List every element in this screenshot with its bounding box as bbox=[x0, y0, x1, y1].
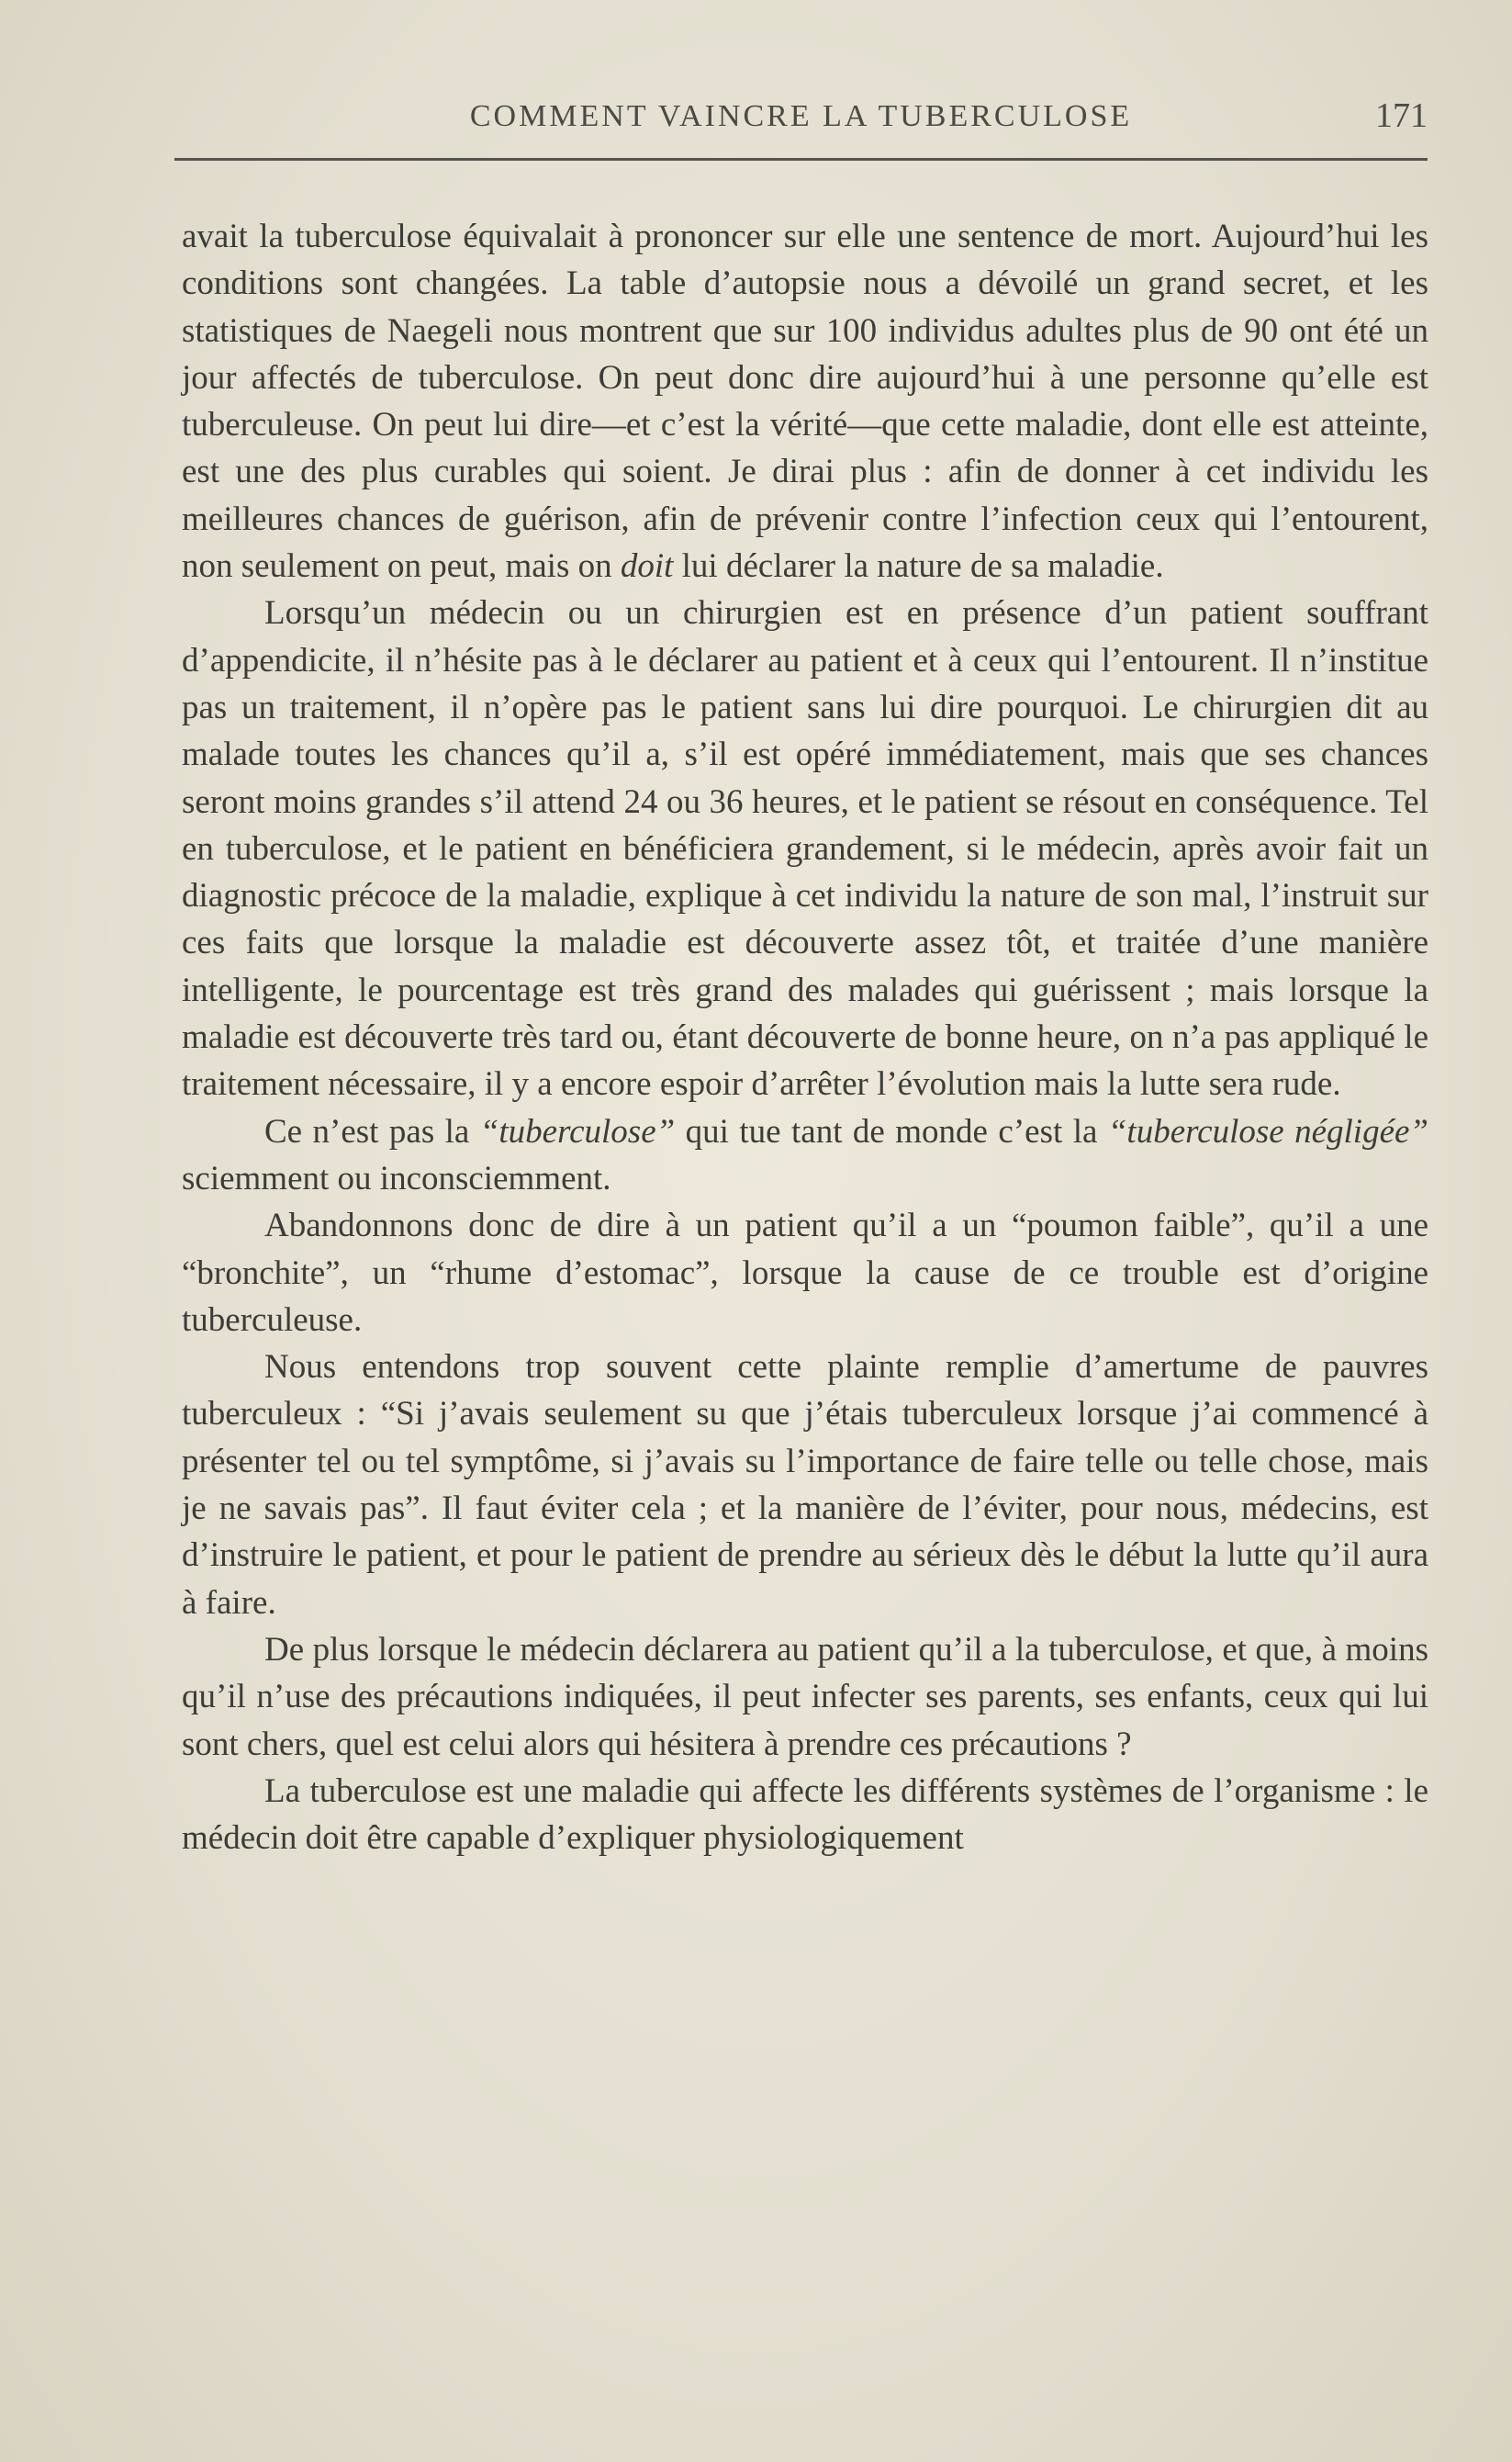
paragraph-2-text: Lorsqu’un médecin ou un chirurgien est en présence d’un patient souffrant d’appendicite, il n’hésite pas à le déclarer au patient et à ceux qui l’entourent. Il n’institue pas un traitement, il n’opère pas le patient sans lui dire pourquoi. Le chirurgien dit au malade toutes les chances qu’il a, s’il est opéré immédiatement, mais que ses chances seront moins grandes s’il attend 24 ou 36 heures, et le patient se résout en conséquence. Tel en tuberculose, et le patient en bénéficiera grandement, si le médecin, après avoir fait un diagnostic précoce de la maladie, explique à cet individu la nature de son mal, l’instruit sur ces faits que lorsque la maladie est découverte assez tôt, et traitée d’une manière intelligente, le pourcentage est très grand des malades qui guérissent ; mais lorsque la maladie est découverte très tard ou, étant découverte de bonne heure, on n’a pas appliqué le traitement nécessaire, il y a encore espoir d’arrêter l’évolution mais la lutte sera rude. bbox=[182, 594, 1428, 1104]
paragraph-1-emphasis-doit: doit bbox=[620, 547, 674, 586]
paragraph-3 bbox=[182, 1108, 1428, 1203]
paragraph-4 bbox=[182, 1202, 1428, 1343]
paragraph-7-text: La tuberculose est une maladie qui affecte les différents systèmes de l’organisme : le médecin doit être capable d’expliquer physiologiquement bbox=[182, 1771, 1428, 1858]
paragraph-4-text: Abandonnons donc de dire à un patient qu’il a un “poumon faible”, qu’il a une “bronchite”, un “rhume d’estomac”, lorsque la cause de ce trouble est d’origine tuberculeuse. bbox=[182, 1207, 1428, 1339]
paragraph-5 bbox=[182, 1343, 1428, 1626]
header-rule bbox=[174, 158, 1428, 161]
page-number: 171 bbox=[1375, 96, 1428, 135]
body-text bbox=[182, 213, 1428, 1861]
paragraph-1 bbox=[182, 213, 1428, 590]
paragraph-3-emphasis-tuberculose-negligee: “tuberculose négligée” bbox=[1107, 1112, 1429, 1151]
paragraph-3-text-b: qui tue tant de monde c’est la bbox=[675, 1112, 1108, 1151]
paragraph-1-text-b: lui déclarer la nature de sa maladie. bbox=[673, 547, 1164, 586]
paragraph-1-text-a: avait la tuberculose équivalait à prononcer sur elle une sentence de mort. Aujourd’hui les conditions sont changées. La table d’autopsie nous a dévoilé un grand secret, et les statistiques de Naegeli nous montrent que sur 100 individus adultes plus de 90 ont été un jour affectés de tuberculose. On peut donc dire aujourd’hui à une personne qu’elle est tuberculeuse. On peut lui dire—et c’est la vérité—que cette maladie, dont elle est atteinte, est une des plus curables qui soient. Je dirai plus : afin de donner à cet individu les meilleures chances de guérison, afin de prévenir contre l’infection ceux qui l’entourent, non seulement on peut, mais on bbox=[182, 218, 1428, 586]
running-title: COMMENT VAINCRE LA TUBERCULOSE bbox=[469, 99, 1133, 133]
paragraph-7 bbox=[182, 1768, 1428, 1862]
paragraph-2 bbox=[182, 590, 1428, 1107]
paragraph-6 bbox=[182, 1626, 1428, 1768]
paragraph-3-text-a: Ce n’est pas la bbox=[264, 1112, 480, 1151]
paragraph-6-text: De plus lorsque le médecin déclarera au patient qu’il a la tuberculose, et que, à moins qu’il n’use des précautions indiquées, il peut infecter ses parents, ses enfants, ceux qui lui sont chers, quel est celui alors qui hésitera à prendre ces précautions ? bbox=[182, 1630, 1428, 1763]
paragraph-3-text-c: sciemment ou inconsciemment. bbox=[182, 1159, 611, 1197]
page-header bbox=[174, 92, 1428, 147]
paragraph-3-emphasis-tuberculose: “tuberculose” bbox=[479, 1112, 676, 1151]
paragraph-5-text: Nous entendons trop souvent cette plainte remplie d’amertume de pauvres tuberculeux : “Si j’avais seulement su que j’étais tuberculeux lorsque j’ai commencé à présenter tel ou tel symptôme, si j’avais su l’importance de faire telle ou telle chose, mais je ne savais pas”. Il faut éviter cela ; et la manière de l’éviter, pour nous, médecins, est d’instruire le patient, et pour le patient de prendre au sérieux dès le début la lutte qu’il aura à faire. bbox=[182, 1348, 1428, 1622]
